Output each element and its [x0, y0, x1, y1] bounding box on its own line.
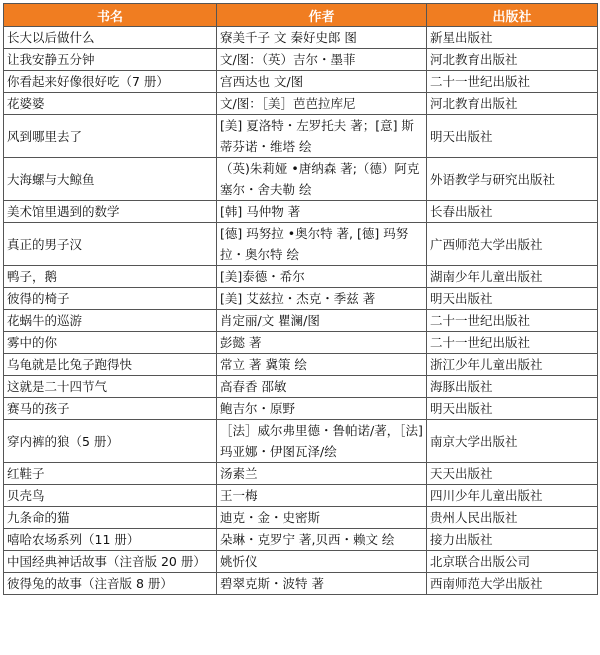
cell-publisher: 贵州人民出版社: [427, 507, 598, 529]
cell-publisher: 西南师范大学出版社: [427, 573, 598, 595]
cell-title: 九条命的猫: [4, 507, 217, 529]
cell-title: 这就是二十四节气: [4, 376, 217, 398]
cell-author: 寮美千子 文 秦好史郎 图: [217, 27, 427, 49]
book-list-table: [3, 3, 598, 595]
table-row: [4, 27, 598, 49]
cell-title: 鸭子，鹅: [4, 266, 217, 288]
cell-publisher: 北京联合出版公司: [427, 551, 598, 573]
cell-publisher: 南京大学出版社: [427, 420, 598, 463]
cell-title: 赛马的孩子: [4, 398, 217, 420]
cell-author: 高春香 邵敏: [217, 376, 427, 398]
cell-publisher: 二十一世纪出版社: [427, 332, 598, 354]
cell-publisher: 接力出版社: [427, 529, 598, 551]
cell-publisher: 二十一世纪出版社: [427, 310, 598, 332]
cell-author: 宫西达也 文/图: [217, 71, 427, 93]
cell-publisher: 新星出版社: [427, 27, 598, 49]
cell-publisher: 外语教学与研究出版社: [427, 158, 598, 201]
cell-title: 彼得兔的故事（注音版 8 册）: [4, 573, 217, 595]
table-row: [4, 201, 598, 223]
table-row: [4, 463, 598, 485]
table-row: [4, 310, 598, 332]
table-row: [4, 398, 598, 420]
cell-author: 文/图：（英）吉尔・墨菲: [217, 49, 427, 71]
cell-title: 花婆婆: [4, 93, 217, 115]
cell-author: 朵琳・克罗宁 著,贝西・赖文 绘: [217, 529, 427, 551]
cell-publisher: 海豚出版社: [427, 376, 598, 398]
table-row: [4, 551, 598, 573]
table-row: [4, 485, 598, 507]
cell-author: 王一梅: [217, 485, 427, 507]
cell-title: 红鞋子: [4, 463, 217, 485]
cell-publisher: 长春出版社: [427, 201, 598, 223]
cell-title: 真正的男子汉: [4, 223, 217, 266]
table-row: [4, 529, 598, 551]
table-row: [4, 376, 598, 398]
cell-author: 姚忻仪: [217, 551, 427, 573]
cell-author: [美] 夏洛特・左罗托夫 著；[意] 斯蒂芬诺・维塔 绘: [217, 115, 427, 158]
cell-author: 鲍吉尔・原野: [217, 398, 427, 420]
table-row: [4, 507, 598, 529]
cell-author: 肖定丽/文 瞿澜/图: [217, 310, 427, 332]
cell-title: 长大以后做什么: [4, 27, 217, 49]
cell-title: 雾中的你: [4, 332, 217, 354]
cell-author: [韩] 马仲物 著: [217, 201, 427, 223]
table-row: [4, 420, 598, 463]
cell-title: 大海螺与大鲸鱼: [4, 158, 217, 201]
cell-author: （英)朱莉娅 •唐纳森 著;（德）阿克塞尔・舍夫勒 绘: [217, 158, 427, 201]
header-publisher: 出版社: [427, 4, 598, 27]
table-row: [4, 71, 598, 93]
table-row: [4, 223, 598, 266]
cell-title: 乌龟就是比兔子跑得快: [4, 354, 217, 376]
cell-author: [德] 玛努拉 •奥尔特 著, [德] 玛努拉・奥尔特 绘: [217, 223, 427, 266]
cell-title: 中国经典神话故事（注音版 20 册）: [4, 551, 217, 573]
cell-title: 让我安静五分钟: [4, 49, 217, 71]
cell-publisher: 广西师范大学出版社: [427, 223, 598, 266]
header-row: [4, 4, 598, 27]
cell-author: 文/图：［美］芭芭拉库尼: [217, 93, 427, 115]
table-row: [4, 332, 598, 354]
cell-title: 风到哪里去了: [4, 115, 217, 158]
cell-publisher: 湖南少年儿童出版社: [427, 266, 598, 288]
cell-title: 穿内裤的狼（5 册）: [4, 420, 217, 463]
cell-title: 花蜗牛的巡游: [4, 310, 217, 332]
cell-title: 嘻哈农场系列（11 册）: [4, 529, 217, 551]
cell-author: 迪克・金・史密斯: [217, 507, 427, 529]
cell-author: [美]泰德・希尔: [217, 266, 427, 288]
cell-publisher: 四川少年儿童出版社: [427, 485, 598, 507]
cell-publisher: 二十一世纪出版社: [427, 71, 598, 93]
cell-author: 碧翠克斯・波特 著: [217, 573, 427, 595]
table-row: [4, 354, 598, 376]
table-row: [4, 49, 598, 71]
cell-author: 彭懿 著: [217, 332, 427, 354]
header-title: 书名: [4, 4, 217, 27]
table-row: [4, 93, 598, 115]
table-row: [4, 573, 598, 595]
table-row: [4, 158, 598, 201]
cell-publisher: 明天出版社: [427, 115, 598, 158]
cell-publisher: 明天出版社: [427, 398, 598, 420]
cell-title: 你看起来好像很好吃（7 册）: [4, 71, 217, 93]
cell-title: 彼得的椅子: [4, 288, 217, 310]
table-row: [4, 266, 598, 288]
cell-author: 汤素兰: [217, 463, 427, 485]
cell-publisher: 天天出版社: [427, 463, 598, 485]
cell-publisher: 河北教育出版社: [427, 93, 598, 115]
cell-author: [美] 艾兹拉・杰克・季兹 著: [217, 288, 427, 310]
cell-publisher: 明天出版社: [427, 288, 598, 310]
header-author: 作者: [217, 4, 427, 27]
table-row: [4, 288, 598, 310]
cell-title: 美术馆里遇到的数学: [4, 201, 217, 223]
cell-publisher: 浙江少年儿童出版社: [427, 354, 598, 376]
cell-author: 常立 著 冀策 绘: [217, 354, 427, 376]
cell-title: 贝壳鸟: [4, 485, 217, 507]
cell-publisher: 河北教育出版社: [427, 49, 598, 71]
table-row: [4, 115, 598, 158]
cell-author: ［法］威尔弗里德・鲁帕诺/著，［法]玛亚娜・伊图瓦泽/绘: [217, 420, 427, 463]
